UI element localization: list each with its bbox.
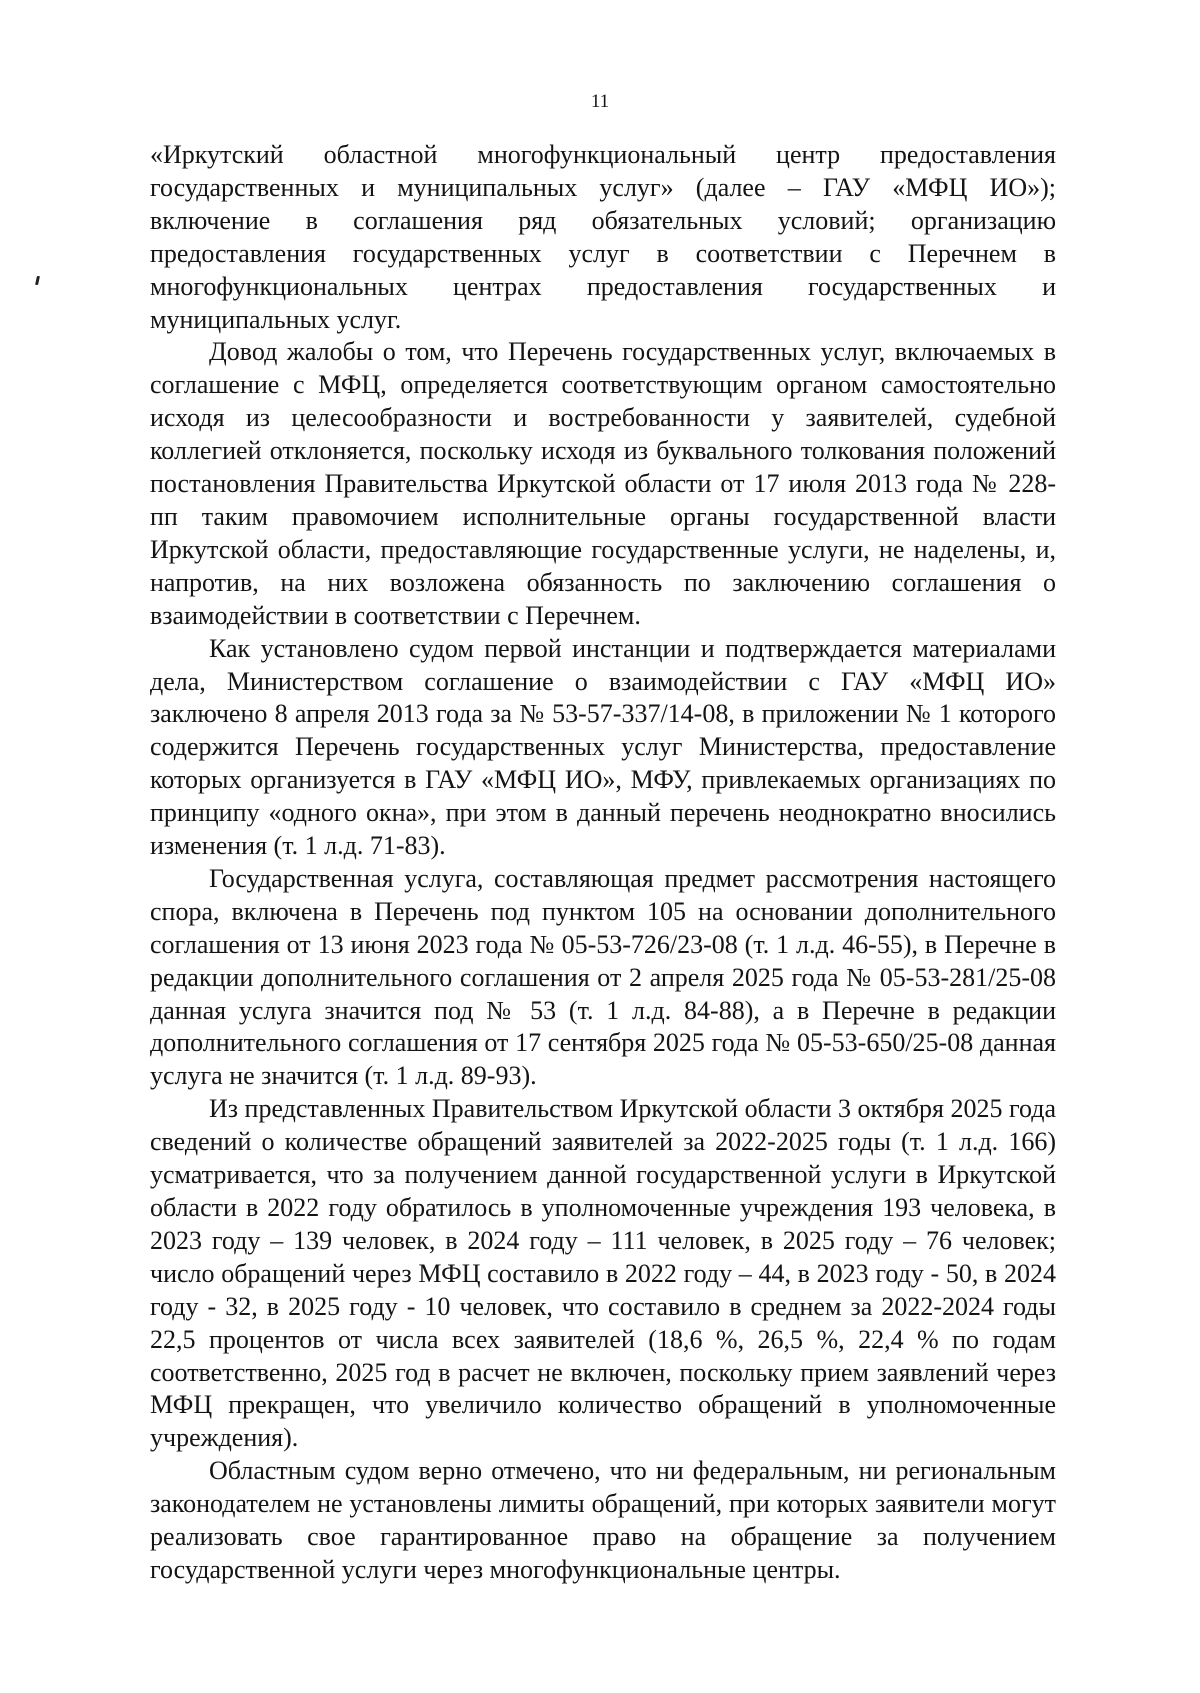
paragraph: Областным судом верно отмечено, что ни федеральным, ни региональным законодателем не установлены лимиты обращений, при которых заявители могут реализовать свое гарантированное право на обращение за получением государственной услуги через многофункциональные центры.	[150, 1456, 1056, 1584]
paragraph-continuation: «Иркутский областной многофункциональный центр предоставления государственных и муниципальных услуг» (далее – ГАУ «МФЦ ИО»); включение в соглашения ряд обязательных условий; организацию предоставления государственных услуг в соответствии с Перечнем в многофункциональных центрах предоставления государственных и муниципальных услуг.	[150, 140, 1056, 334]
paragraph: Государственная услуга, составляющая предмет рассмотрения настоящего спора, включена в Перечень под пунктом 105 на основании дополнительного соглашения от 13 июня 2023 года № 05-53-726/23-08 (т. 1 л.д. 46-55), в Перечне в редакции дополнительного соглашения от 2 апреля 2025 года № 05-53-281/25-08 данная услуга значится под № 53 (т. 1 л.д. 84-88), а в Перечне в редакции дополнительного соглашения от 17 сентября 2025 года № 05-53-650/25-08 данная услуга не значится (т. 1 л.д. 89-93).	[150, 863, 1056, 1091]
document-body	[150, 139, 1056, 1587]
page-number: 11	[590, 91, 610, 112]
paragraph: Как установлено судом первой инстанции и подтверждается материалами дела, Министерством соглашение о взаимодействии с ГАУ «МФЦ ИО» заключено 8 апреля 2013 года за № 53-57-337/14-08, в приложении № 1 которого содержится Перечень государственных услуг Министерства, предоставление которых организуется в ГАУ «МФЦ ИО», МФУ, привлекаемых организациях по принципу «одного окна», при этом в данный перечень неоднократно вносились изменения (т. 1 л.д. 71-83).	[150, 633, 1056, 861]
paragraph: Из представленных Правительством Иркутской области 3 октября 2025 года сведений о количестве обращений заявителей за 2022-2025 годы (т. 1 л.д. 166) усматривается, что за получением данной государственной услуги в Иркутской области в 2022 году обратилось в уполномоченные учреждения 193 человека, в 2023 году – 139 человек, в 2024 году – 111 человек, в 2025 году – 76 человек; число обращений через МФЦ составило в 2022 году – 44, в 2023 году - 50, в 2024 году - 32, в 2025 году - 10 человек, что составило в среднем за 2022-2024 годы 22,5 процентов от числа всех заявителей (18,6 %, 26,5 %, 22,4 % по годам соответственно, 2025 год в расчет не включен, поскольку прием заявлений через МФЦ прекращен, что увеличило количество обращений в уполномоченные учреждения).	[150, 1094, 1056, 1453]
scan-artifact-mark	[35, 276, 40, 285]
paragraph: Довод жалобы о том, что Перечень государственных услуг, включаемых в соглашение с МФЦ, определяется соответствующим органом самостоятельно исходя из целесообразности и востребованности у заявителей, судебной коллегией отклоняется, поскольку исходя из буквального толкования положений постановления Правительства Иркутской области от 17 июля 2013 года № 228-пп таким правомочием исполнительные органы государственной власти Иркутской области, предоставляющие государственные услуги, не наделены, и, напротив, на них возложена обязанность по заключению соглашения о взаимодействии в соответствии с Перечнем.	[150, 337, 1056, 630]
